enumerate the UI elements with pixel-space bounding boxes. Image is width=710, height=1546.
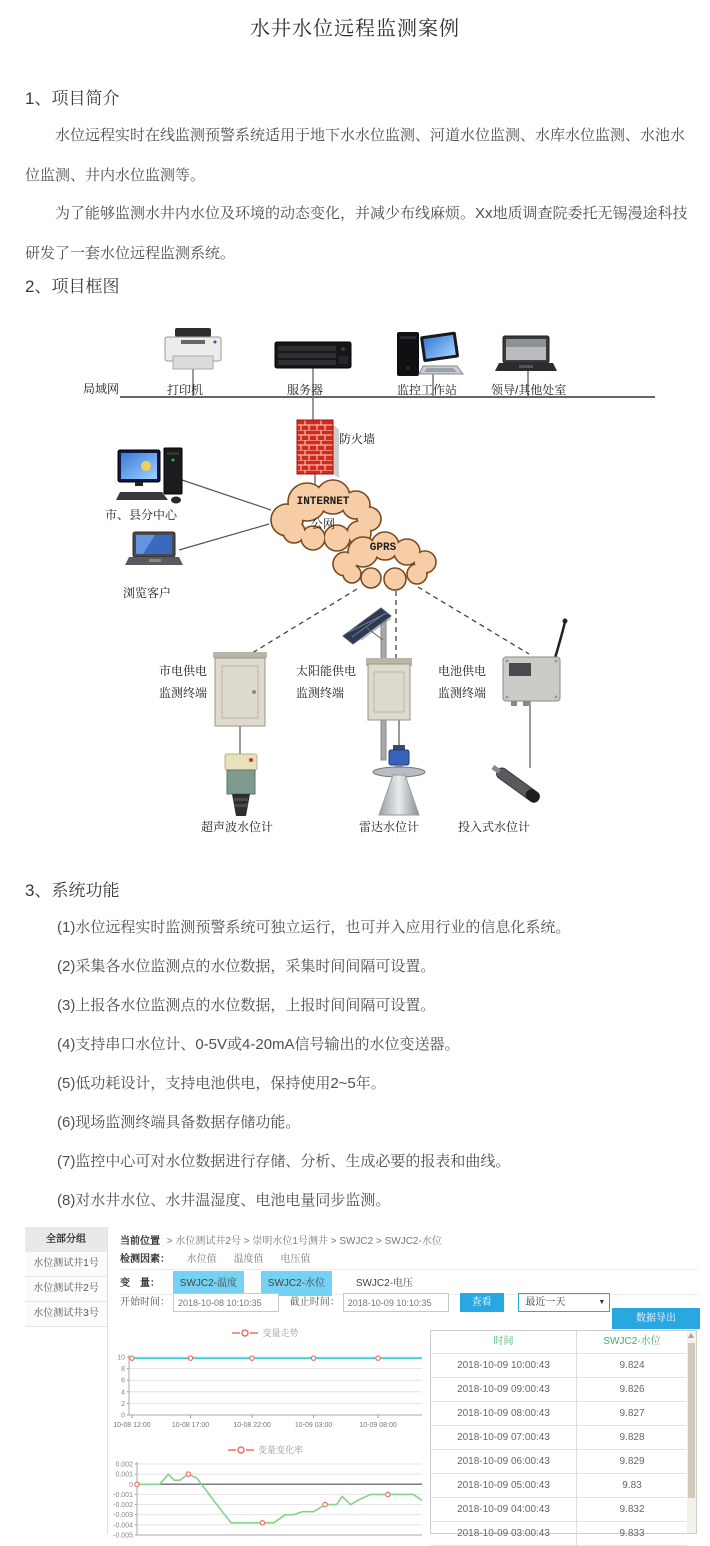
- table-row: [431, 1498, 687, 1522]
- chevron-down-icon: ▼: [598, 1299, 606, 1306]
- solar-terminal-label-1: 太阳能供电: [296, 664, 357, 678]
- section1-heading: 1、项目简介: [25, 89, 120, 108]
- rate-chart: [103, 1459, 428, 1539]
- table-row: [431, 1378, 687, 1402]
- table-cell: 9.83: [622, 1480, 642, 1491]
- table-cell: 2018-10-09 07:00:43: [431, 1426, 577, 1449]
- breadcrumb-label: 当前位置: [120, 1236, 160, 1247]
- svg-text:0.002: 0.002: [115, 1461, 133, 1469]
- svg-text:0: 0: [121, 1412, 125, 1420]
- table-row: [431, 1522, 687, 1546]
- network-diagram: [25, 302, 685, 868]
- svg-text:-0.003: -0.003: [113, 1512, 133, 1520]
- trend-chart-legend: [103, 1326, 428, 1339]
- svg-text:10-08 22:00: 10-08 22:00: [233, 1422, 271, 1429]
- feature-item: (6)现场监测终端具备数据存储功能。: [57, 1114, 301, 1131]
- monitoring-panel: [25, 1227, 701, 1540]
- battery-terminal-label-2: 监测终端: [438, 686, 487, 700]
- query-row: [120, 1293, 610, 1313]
- table-cell: 2018-10-09 09:00:43: [431, 1378, 577, 1401]
- svg-text:-0.001: -0.001: [113, 1491, 133, 1499]
- table-cell: 2018-10-09 04:00:43: [431, 1498, 577, 1521]
- breadcrumb-path: > 水位测试井2号 > 崇明水位1号测井 > SWJC2 > SWJC2-水位: [166, 1236, 442, 1247]
- sidebar-item-well1[interactable]: 水位测试井1号: [25, 1252, 107, 1277]
- feature-list: [57, 908, 697, 1220]
- document-title: 水井水位远程监测案例: [250, 18, 460, 40]
- submersible-sensor-label: 投入式水位计: [458, 820, 531, 834]
- firewall-label: 防火墙: [339, 432, 376, 446]
- scrollbar-thumb[interactable]: [688, 1343, 695, 1498]
- public-network-label: 公网: [310, 517, 335, 531]
- variable-chip-temperature[interactable]: SWJC2-温度: [173, 1271, 244, 1296]
- table-cell: 2018-10-09 06:00:43: [431, 1450, 577, 1473]
- sidebar-item-well3[interactable]: 水位测试井3号: [25, 1302, 107, 1327]
- section2-heading: 2、项目框图: [25, 277, 120, 296]
- internet-label: INTERNET: [296, 496, 350, 508]
- factor-temperature[interactable]: 温度值: [233, 1254, 264, 1265]
- factor-voltage[interactable]: 电压值: [280, 1254, 311, 1265]
- factors-row: [120, 1250, 698, 1270]
- variables-row: [120, 1271, 698, 1295]
- leader-label: 领导/其他处室: [491, 383, 567, 397]
- table-cell: 9.832: [619, 1504, 645, 1515]
- solar-terminal-icon: [343, 608, 412, 760]
- table-cell: 9.826: [619, 1384, 645, 1395]
- svg-text:-0.005: -0.005: [113, 1532, 133, 1540]
- table-row: [431, 1402, 687, 1426]
- sidebar-item-well2[interactable]: 水位测试井2号: [25, 1277, 107, 1302]
- submersible-sensor-icon: [490, 762, 542, 804]
- section1-paragraph2: 为了能够监测水井内水位及环境的动态变化，并减少布线麻烦。Xx地质调查院委托无锡漫途科技研发了一套水位远程监测系统。: [25, 205, 688, 262]
- legend-marker-icon: [232, 1328, 258, 1338]
- trend-chart-title: 变量走势: [262, 1328, 299, 1338]
- variables-label: 变 量：: [120, 1278, 160, 1289]
- table-header-cell: SWJC2-水位: [603, 1336, 661, 1347]
- variable-chip-voltage[interactable]: SWJC2-电压: [355, 1278, 414, 1289]
- workstation-icon: [397, 332, 463, 376]
- table-cell: 9.828: [619, 1432, 645, 1443]
- feature-item: (4)支持串口水位计、0-5V或4-20mA信号输出的水位变送器。: [57, 1036, 460, 1053]
- table-row: [431, 1354, 687, 1378]
- factors-label: 检测因素：: [120, 1254, 170, 1265]
- workstation-label: 监控工作站: [397, 383, 458, 397]
- rate-chart-title: 变量变化率: [257, 1445, 303, 1455]
- range-select[interactable]: [518, 1293, 610, 1312]
- table-header-cell: 时间: [431, 1331, 577, 1353]
- search-button[interactable]: 查看: [460, 1293, 504, 1312]
- radar-sensor-label: 雷达水位计: [359, 820, 420, 834]
- table-cell: 2018-10-09 10:00:43: [431, 1354, 577, 1377]
- svg-text:4: 4: [121, 1389, 125, 1397]
- svg-text:0: 0: [129, 1481, 133, 1489]
- svg-text:6: 6: [121, 1377, 125, 1385]
- feature-item: (2)采集各水位监测点的水位数据，采集时间间隔可设置。: [57, 958, 436, 975]
- svg-text:10-09 08:00: 10-09 08:00: [359, 1422, 397, 1429]
- city-center-label: 市、县分中心: [105, 508, 178, 522]
- browser-laptop-icon: [125, 532, 183, 565]
- firewall-icon: [297, 420, 339, 478]
- svg-text:10: 10: [117, 1354, 125, 1362]
- variable-chip-water-level[interactable]: SWJC2-水位: [261, 1271, 332, 1296]
- export-button[interactable]: 数据导出: [612, 1308, 700, 1329]
- svg-text:0.001: 0.001: [115, 1471, 133, 1479]
- laptop-icon: [495, 336, 557, 371]
- svg-text:2: 2: [121, 1400, 125, 1408]
- table-cell: 9.824: [619, 1360, 645, 1371]
- table-cell: 9.829: [619, 1456, 645, 1467]
- mains-terminal-label-2: 监测终端: [159, 686, 208, 700]
- scroll-up-icon: [688, 1333, 694, 1338]
- breadcrumb: [120, 1232, 442, 1247]
- svg-text:10-08 12:00: 10-08 12:00: [113, 1422, 151, 1429]
- sidebar-header: 全部分组: [25, 1227, 107, 1252]
- table-scrollbar[interactable]: [687, 1331, 696, 1533]
- battery-terminal-icon: [503, 619, 568, 707]
- ultrasonic-sensor-label: 超声波水位计: [201, 820, 274, 834]
- data-table: [430, 1330, 697, 1539]
- legend-marker-icon: [228, 1445, 254, 1455]
- start-time-label: 开始时间：: [120, 1297, 170, 1309]
- server-icon: [275, 342, 351, 368]
- svg-text:10-09 03:00: 10-09 03:00: [294, 1422, 333, 1429]
- printer-label: 打印机: [167, 383, 204, 397]
- svg-text:-0.004: -0.004: [113, 1522, 133, 1530]
- table-cell: 9.827: [619, 1408, 645, 1419]
- rate-chart-legend: [103, 1443, 428, 1456]
- mains-terminal-icon: [213, 652, 267, 726]
- table-cell: 9.833: [619, 1528, 645, 1539]
- feature-item: (5)低功耗设计，支持电池供电，保持使用2~5年。: [57, 1075, 386, 1092]
- desktop-computer-icon: [116, 448, 182, 504]
- start-time-input[interactable]: [173, 1293, 279, 1312]
- section1-paragraph1: 水位远程实时在线监测预警系统适用于地下水水位监测、河道水位监测、水库水位监测、水池水位监测、井内水位监测等。: [25, 127, 686, 184]
- end-time-label: 截止时间：: [289, 1297, 340, 1309]
- end-time-input[interactable]: [343, 1293, 449, 1312]
- svg-text:8: 8: [121, 1366, 125, 1374]
- ultrasonic-sensor-icon: [225, 754, 257, 816]
- section3-heading: 3、系统功能: [25, 881, 120, 900]
- table-cell: 2018-10-09 08:00:43: [431, 1402, 577, 1425]
- feature-item: (8)对水井水位、水井温湿度、电池电量同步监测。: [57, 1192, 391, 1209]
- gprs-label: GPRS: [369, 542, 397, 554]
- table-row: [431, 1450, 687, 1474]
- battery-terminal-label-1: 电池供电: [438, 664, 487, 678]
- sidebar: [25, 1227, 108, 1534]
- table-cell: 2018-10-09 05:00:43: [431, 1474, 577, 1497]
- feature-item: (3)上报各水位监测点的水位数据，上报时间间隔可设置。: [57, 997, 436, 1014]
- mains-terminal-label-1: 市电供电: [159, 664, 208, 678]
- server-label: 服务器: [287, 383, 324, 397]
- svg-text:10-08 17:00: 10-08 17:00: [171, 1422, 210, 1429]
- feature-item: (1)水位远程实时监测预警系统可独立运行，也可并入应用行业的信息化系统。: [57, 919, 571, 936]
- trend-chart: [103, 1349, 428, 1437]
- table-header-row: [431, 1331, 687, 1354]
- printer-icon: [165, 328, 221, 369]
- svg-text:-0.002: -0.002: [113, 1502, 133, 1510]
- browser-client-label: 浏览客户: [123, 586, 172, 600]
- solar-terminal-label-2: 监测终端: [296, 686, 345, 700]
- feature-item: (7)监控中心可对水位数据进行存储、分析、生成必要的报表和曲线。: [57, 1153, 511, 1170]
- factor-water-level[interactable]: 水位值: [186, 1254, 217, 1265]
- lan-label: 局域网: [83, 382, 120, 396]
- table-row: [431, 1426, 687, 1450]
- data-table-body: [431, 1331, 687, 1546]
- range-select-value: 最近一天: [525, 1297, 566, 1308]
- table-row: [431, 1474, 687, 1498]
- table-cell: 2018-10-09 03:00:43: [431, 1522, 577, 1545]
